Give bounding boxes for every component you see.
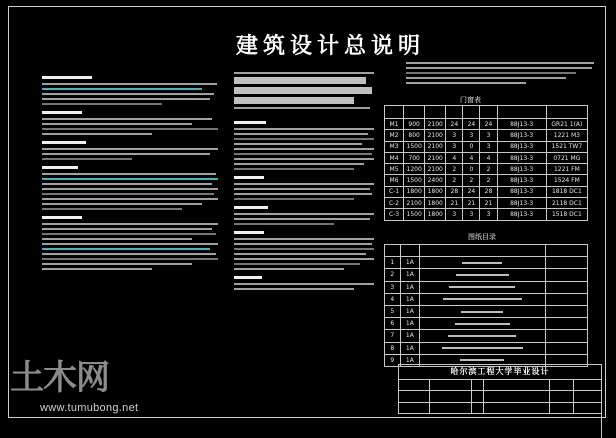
table-cell-c: 4 (480, 152, 497, 163)
title-block-grid (399, 379, 601, 414)
table-row (385, 186, 588, 197)
table-cell-ref: 88J13-3 (497, 198, 546, 209)
section-heading (42, 166, 78, 169)
index-name (420, 318, 545, 330)
table-cell-width: 1500 (404, 141, 425, 152)
table-cell-c: 3 (480, 130, 497, 141)
table-cell-code: M2 (385, 130, 404, 141)
table-cell-b: 0 (463, 164, 480, 175)
table-cell-ref: 88J13-3 (497, 152, 546, 163)
index-size: 1A (400, 269, 420, 281)
index-size: 1A (400, 305, 420, 317)
index-no: 7 (385, 330, 401, 342)
index-remark (545, 342, 587, 354)
door-window-table-caption: 门窗表 (460, 96, 481, 104)
section-heading (234, 276, 262, 279)
title-block (398, 364, 602, 414)
section-heading (42, 216, 82, 219)
index-no: 5 (385, 305, 401, 317)
drawing-index-caption: 图纸目录 (468, 233, 496, 241)
table-cell-b: 24 (463, 119, 480, 130)
table-cell-ref: 88J13-3 (497, 141, 546, 152)
index-remark (545, 269, 587, 281)
table-cell-height: 2100 (425, 130, 446, 141)
table-cell-height: 1800 (425, 209, 446, 220)
drawing-index-table (384, 244, 588, 367)
table-cell-code: M1 (385, 119, 404, 130)
section-heading (42, 76, 92, 79)
table-cell-width: 900 (404, 119, 425, 130)
table-row (385, 209, 588, 220)
index-no: 4 (385, 293, 401, 305)
table-cell-no: 0721 MG (546, 152, 587, 163)
table-cell-ref: 88J13-3 (497, 130, 546, 141)
watermark-url: www.tumubong.net (40, 402, 139, 414)
table-cell-height: 2400 (425, 175, 446, 186)
section-heading (234, 206, 268, 209)
table-row (385, 141, 588, 152)
index-name (420, 330, 545, 342)
table-cell-c: 24 (480, 119, 497, 130)
index-no: 8 (385, 342, 401, 354)
index-remark (545, 305, 587, 317)
section-heading (42, 111, 82, 114)
table-cell-a: 3 (446, 141, 463, 152)
table-cell-ref: 88J13-3 (497, 209, 546, 220)
table-cell-a: 3 (446, 130, 463, 141)
section-heading (234, 121, 266, 124)
table-row (385, 164, 588, 175)
table-cell-b: 3 (463, 209, 480, 220)
table-cell-ref: 88J13-3 (497, 175, 546, 186)
table-cell-a: 2 (446, 175, 463, 186)
section-heading (42, 141, 86, 144)
table-cell-a: 3 (446, 209, 463, 220)
table-row (385, 281, 588, 293)
table-cell-c: 21 (480, 198, 497, 209)
index-name (420, 281, 545, 293)
table-row (385, 130, 588, 141)
table-cell-ref: 88J13-3 (497, 186, 546, 197)
table-cell-code: M3 (385, 141, 404, 152)
title-block-school: 哈尔滨工程大学毕业设计 (399, 365, 601, 380)
table-cell-b: 4 (463, 152, 480, 163)
table-cell-no: 1818 DC1 (546, 186, 587, 197)
table-cell-height: 2100 (425, 152, 446, 163)
table-cell-code: M5 (385, 164, 404, 175)
table-cell-c: 2 (480, 175, 497, 186)
door-window-table (384, 105, 588, 221)
table-cell-no: 1524 FM (546, 175, 587, 186)
index-size: 1A (400, 330, 420, 342)
table-cell-b: 3 (463, 130, 480, 141)
index-no: 1 (385, 257, 401, 269)
table-row (385, 318, 588, 330)
table-row (385, 305, 588, 317)
table-row (385, 198, 588, 209)
index-remark (545, 257, 587, 269)
table-cell-code: C-3 (385, 209, 404, 220)
table-cell-no: 1521 TW7 (546, 141, 587, 152)
index-name (420, 305, 545, 317)
table-cell-b: 21 (463, 198, 480, 209)
table-cell-height: 2100 (425, 141, 446, 152)
table-cell-code: C-1 (385, 186, 404, 197)
table-cell-height: 1800 (425, 198, 446, 209)
table-cell-a: 24 (446, 119, 463, 130)
index-name (420, 269, 545, 281)
index-size: 1A (400, 318, 420, 330)
table-header-row (385, 106, 588, 119)
table-cell-ref: 88J13-3 (497, 164, 546, 175)
index-remark (545, 330, 587, 342)
table-row (385, 257, 588, 269)
watermark-logo: 土木网 (10, 358, 109, 398)
table-row (385, 330, 588, 342)
index-size: 1A (400, 257, 420, 269)
table-cell-width: 800 (404, 130, 425, 141)
table-cell-b: 24 (463, 186, 480, 197)
table-cell-b: 2 (463, 175, 480, 186)
table-cell-width: 1200 (404, 164, 425, 175)
table-cell-a: 21 (446, 198, 463, 209)
table-cell-width: 1500 (404, 175, 425, 186)
index-size: 1A (400, 281, 420, 293)
notes-column-right (406, 62, 596, 87)
table-row (385, 152, 588, 163)
index-no: 6 (385, 318, 401, 330)
notes-column-left (42, 70, 222, 273)
index-no: 3 (385, 281, 401, 293)
index-no: 2 (385, 269, 401, 281)
table-cell-height: 2100 (425, 164, 446, 175)
table-cell-a: 28 (446, 186, 463, 197)
table-cell-height: 2100 (425, 119, 446, 130)
table-cell-c: 28 (480, 186, 497, 197)
table-cell-no: 1518 DC1 (546, 209, 587, 220)
table-row (385, 342, 588, 354)
table-row (385, 175, 588, 186)
table-cell-height: 1800 (425, 186, 446, 197)
table-cell-c: 3 (480, 141, 497, 152)
index-name (420, 293, 545, 305)
table-cell-width: 2100 (404, 198, 425, 209)
watermark (10, 350, 170, 420)
index-size: 1A (400, 293, 420, 305)
table-cell-width: 1500 (404, 209, 425, 220)
index-remark (545, 281, 587, 293)
table-cell-a: 2 (446, 164, 463, 175)
table-cell-a: 4 (446, 152, 463, 163)
table-row (385, 293, 588, 305)
table-cell-b: 0 (463, 141, 480, 152)
table-cell-code: M4 (385, 152, 404, 163)
notes-column-middle (234, 72, 378, 293)
table-cell-c: 3 (480, 209, 497, 220)
table-cell-code: C-2 (385, 198, 404, 209)
table-cell-no: 2118 DC1 (546, 198, 587, 209)
table-cell-ref: 88J13-3 (497, 119, 546, 130)
table-row (385, 269, 588, 281)
section-heading (234, 231, 264, 234)
table-cell-code: M6 (385, 175, 404, 186)
table-cell-no: 1221 M3 (546, 130, 587, 141)
section-heading (234, 176, 264, 179)
index-remark (545, 293, 587, 305)
index-size: 1A (400, 342, 420, 354)
table-header-row (385, 245, 588, 257)
table-cell-c: 2 (480, 164, 497, 175)
table-cell-no: 1221 FM (546, 164, 587, 175)
index-no: 9 (385, 354, 401, 366)
table-cell-width: 1800 (404, 186, 425, 197)
drawing-title: 建筑设计总说明 (236, 34, 426, 59)
index-size: 1A (400, 354, 420, 366)
index-remark (545, 318, 587, 330)
index-name (420, 257, 545, 269)
table-row (385, 119, 588, 130)
index-name (420, 342, 545, 354)
table-cell-no: GR21 1(A) (546, 119, 587, 130)
table-cell-width: 700 (404, 152, 425, 163)
